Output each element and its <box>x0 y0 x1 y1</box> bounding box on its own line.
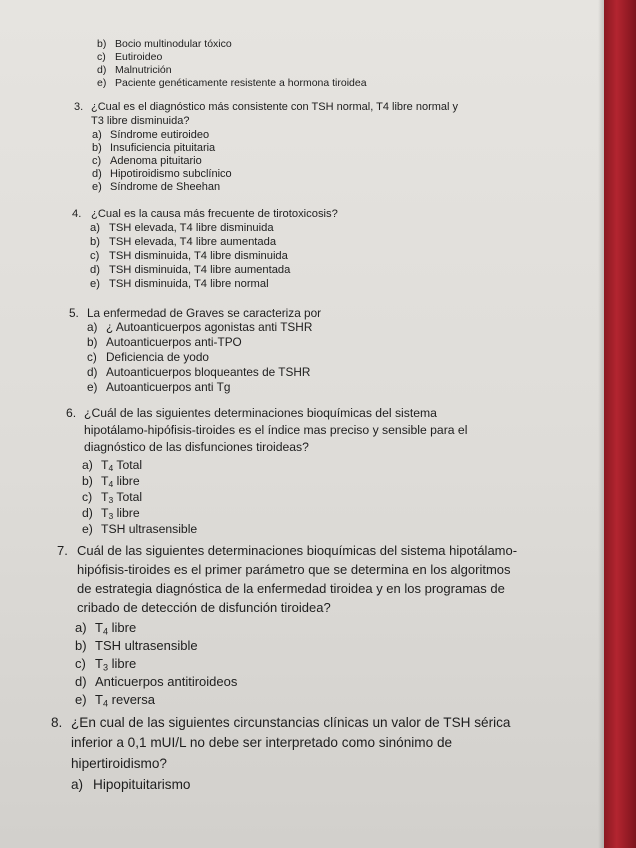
answer-option-letter: c) <box>87 350 97 364</box>
answer-option-hormone: T <box>101 458 109 472</box>
answer-option-label: Total <box>116 458 143 472</box>
answer-option-letter: d) <box>92 168 102 180</box>
answer-option-letter: e) <box>92 181 102 193</box>
answer-option-subscript: 3 <box>108 495 114 506</box>
answer-option-letter: a) <box>87 320 98 334</box>
question-text-line: Cuál de las siguientes determinaciones bioquímicas del sistema hipotálamo- <box>77 543 518 558</box>
answer-option-text: TSH disminuida, T4 libre normal <box>109 278 269 290</box>
answer-option-text <box>101 458 142 473</box>
answer-option-letter: a) <box>82 458 93 472</box>
question-number: 4. <box>72 208 82 220</box>
carryover-option-text: Bocio multinodular tóxico <box>115 38 232 50</box>
question-text-line: hipotálamo-hipófisis-tiroides es el índice mas preciso y sensible para el <box>84 423 468 437</box>
answer-option-subscript: 3 <box>102 662 109 673</box>
carryover-option-text: Malnutrición <box>115 64 172 76</box>
answer-option-text: Adenoma pituitario <box>110 155 202 167</box>
answer-option-letter: c) <box>90 250 100 262</box>
answer-option-hormone: T <box>101 506 109 520</box>
answer-option-text: TSH elevada, T4 libre disminuida <box>109 222 274 234</box>
answer-option-text: Autoanticuerpos anti Tg <box>106 380 231 394</box>
answer-option-letter: b) <box>75 638 87 653</box>
answer-option-letter: e) <box>82 522 93 536</box>
answer-option-text: TSH ultrasensible <box>95 638 198 653</box>
answer-option-letter: c) <box>82 490 93 504</box>
answer-option-text: TSH ultrasensible <box>101 522 198 536</box>
answer-option-hormone: T <box>95 620 103 635</box>
answer-option-letter: b) <box>82 474 93 488</box>
question-number: 6. <box>66 406 77 420</box>
answer-option-label: reversa <box>111 692 155 707</box>
answer-option-hormone: T <box>101 474 109 488</box>
answer-option-letter: e) <box>87 380 98 394</box>
answer-option-hormone: T <box>95 692 103 707</box>
question-text-line: inferior a 0,1 mUI/L no debe ser interpretado como sinónimo de <box>71 735 453 750</box>
answer-option-letter: c) <box>75 656 86 671</box>
answer-option-text: Síndrome de Sheehan <box>110 181 221 193</box>
answer-option-text: ¿ Autoanticuerpos agonistas anti TSHR <box>106 320 313 334</box>
answer-option-label: libre <box>111 656 137 671</box>
answer-option-letter: d) <box>82 506 93 520</box>
answer-option-text: Autoanticuerpos bloqueantes de TSHR <box>106 365 311 379</box>
answer-option-text: TSH disminuida, T4 libre aumentada <box>109 264 291 276</box>
answer-option-text <box>101 506 140 521</box>
red-tablecloth <box>604 0 636 848</box>
answer-option-hormone: T <box>101 490 109 504</box>
answer-option-letter: d) <box>90 264 100 276</box>
answer-option-subscript: 4 <box>102 626 109 637</box>
carryover-option-text: Paciente genéticamente resistente a hormona tiroidea <box>115 77 367 89</box>
answer-option-letter: a) <box>92 129 102 141</box>
question-text-line: ¿Cual es la causa más frecuente de tirotoxicosis? <box>91 208 338 220</box>
answer-option-letter: e) <box>75 692 87 707</box>
question-text-line: hipertiroidismo? <box>71 756 167 771</box>
answer-option-letter: d) <box>75 674 87 689</box>
question-number: 3. <box>74 101 84 113</box>
question-text-line: hipófisis-tiroides es el primer parámetro que se determina en los algoritmos <box>77 562 511 577</box>
answer-option-text <box>95 620 136 636</box>
answer-option-text: Síndrome eutiroideo <box>110 129 210 141</box>
carryover-option-letter: b) <box>97 38 107 50</box>
answer-option-text: Autoanticuerpos anti-TPO <box>106 335 242 349</box>
answer-option-text: Insuficiencia pituitaria <box>110 142 216 154</box>
answer-option-text <box>101 490 142 505</box>
question-number: 5. <box>69 306 79 320</box>
answer-option-text: Anticuerpos antitiroideos <box>95 674 238 689</box>
answer-option-letter: a) <box>75 620 87 635</box>
carryover-option-text: Eutiroideo <box>115 51 163 63</box>
answer-option-letter: b) <box>87 335 98 349</box>
answer-option-letter: e) <box>90 278 100 290</box>
question-text-line: La enfermedad de Graves se caracteriza por <box>87 306 322 320</box>
question-number: 7. <box>57 543 68 558</box>
answer-option-label: libre <box>116 506 140 520</box>
answer-option-hormone: T <box>95 656 103 671</box>
question-text-line: ¿En cual de las siguientes circunstancias clínicas un valor de TSH sérica <box>71 715 511 730</box>
carryover-option-letter: e) <box>97 77 107 89</box>
answer-option-text: TSH disminuida, T4 libre disminuida <box>109 250 288 262</box>
question-text-line: cribado de detección de disfunción tiroidea? <box>77 600 331 615</box>
answer-option-letter: d) <box>87 365 98 379</box>
answer-option-text <box>95 656 136 672</box>
answer-option-text: Deficiencia de yodo <box>106 350 209 364</box>
question-text-line: de estrategia diagnóstica de la enfermedad tiroidea y en los programas de <box>77 581 505 596</box>
answer-option-letter: b) <box>92 142 102 154</box>
question-text-line: ¿Cuál de las siguientes determinaciones bioquímicas del sistema <box>84 406 437 420</box>
answer-option-letter: b) <box>90 236 100 248</box>
answer-option-text: Hipotiroidismo subclínico <box>110 168 232 180</box>
answer-option-text: Hipopituitarismo <box>93 777 191 792</box>
answer-option-text <box>95 692 155 708</box>
answer-option-letter: a) <box>90 222 100 234</box>
answer-option-text: TSH elevada, T4 libre aumentada <box>109 236 277 248</box>
carryover-option-letter: c) <box>97 51 106 63</box>
answer-option-subscript: 3 <box>108 511 114 522</box>
answer-option-letter: c) <box>92 155 102 167</box>
answer-option-letter: a) <box>71 777 84 792</box>
question-text-line: diagnóstico de las disfunciones tiroideas? <box>84 440 309 454</box>
answer-option-subscript: 4 <box>108 463 114 474</box>
answer-option-subscript: 4 <box>108 479 114 490</box>
answer-option-text <box>101 474 140 489</box>
answer-option-label: libre <box>111 620 137 635</box>
carryover-option-letter: d) <box>97 64 107 76</box>
answer-option-label: libre <box>116 474 140 488</box>
question-number: 8. <box>51 715 63 730</box>
answer-option-subscript: 4 <box>102 698 109 709</box>
question-text-line: ¿Cual es el diagnóstico más consistente con TSH normal, T4 libre normal y <box>91 101 459 113</box>
question-text-line: T3 libre disminuida? <box>91 115 190 127</box>
answer-option-label: Total <box>116 490 143 504</box>
